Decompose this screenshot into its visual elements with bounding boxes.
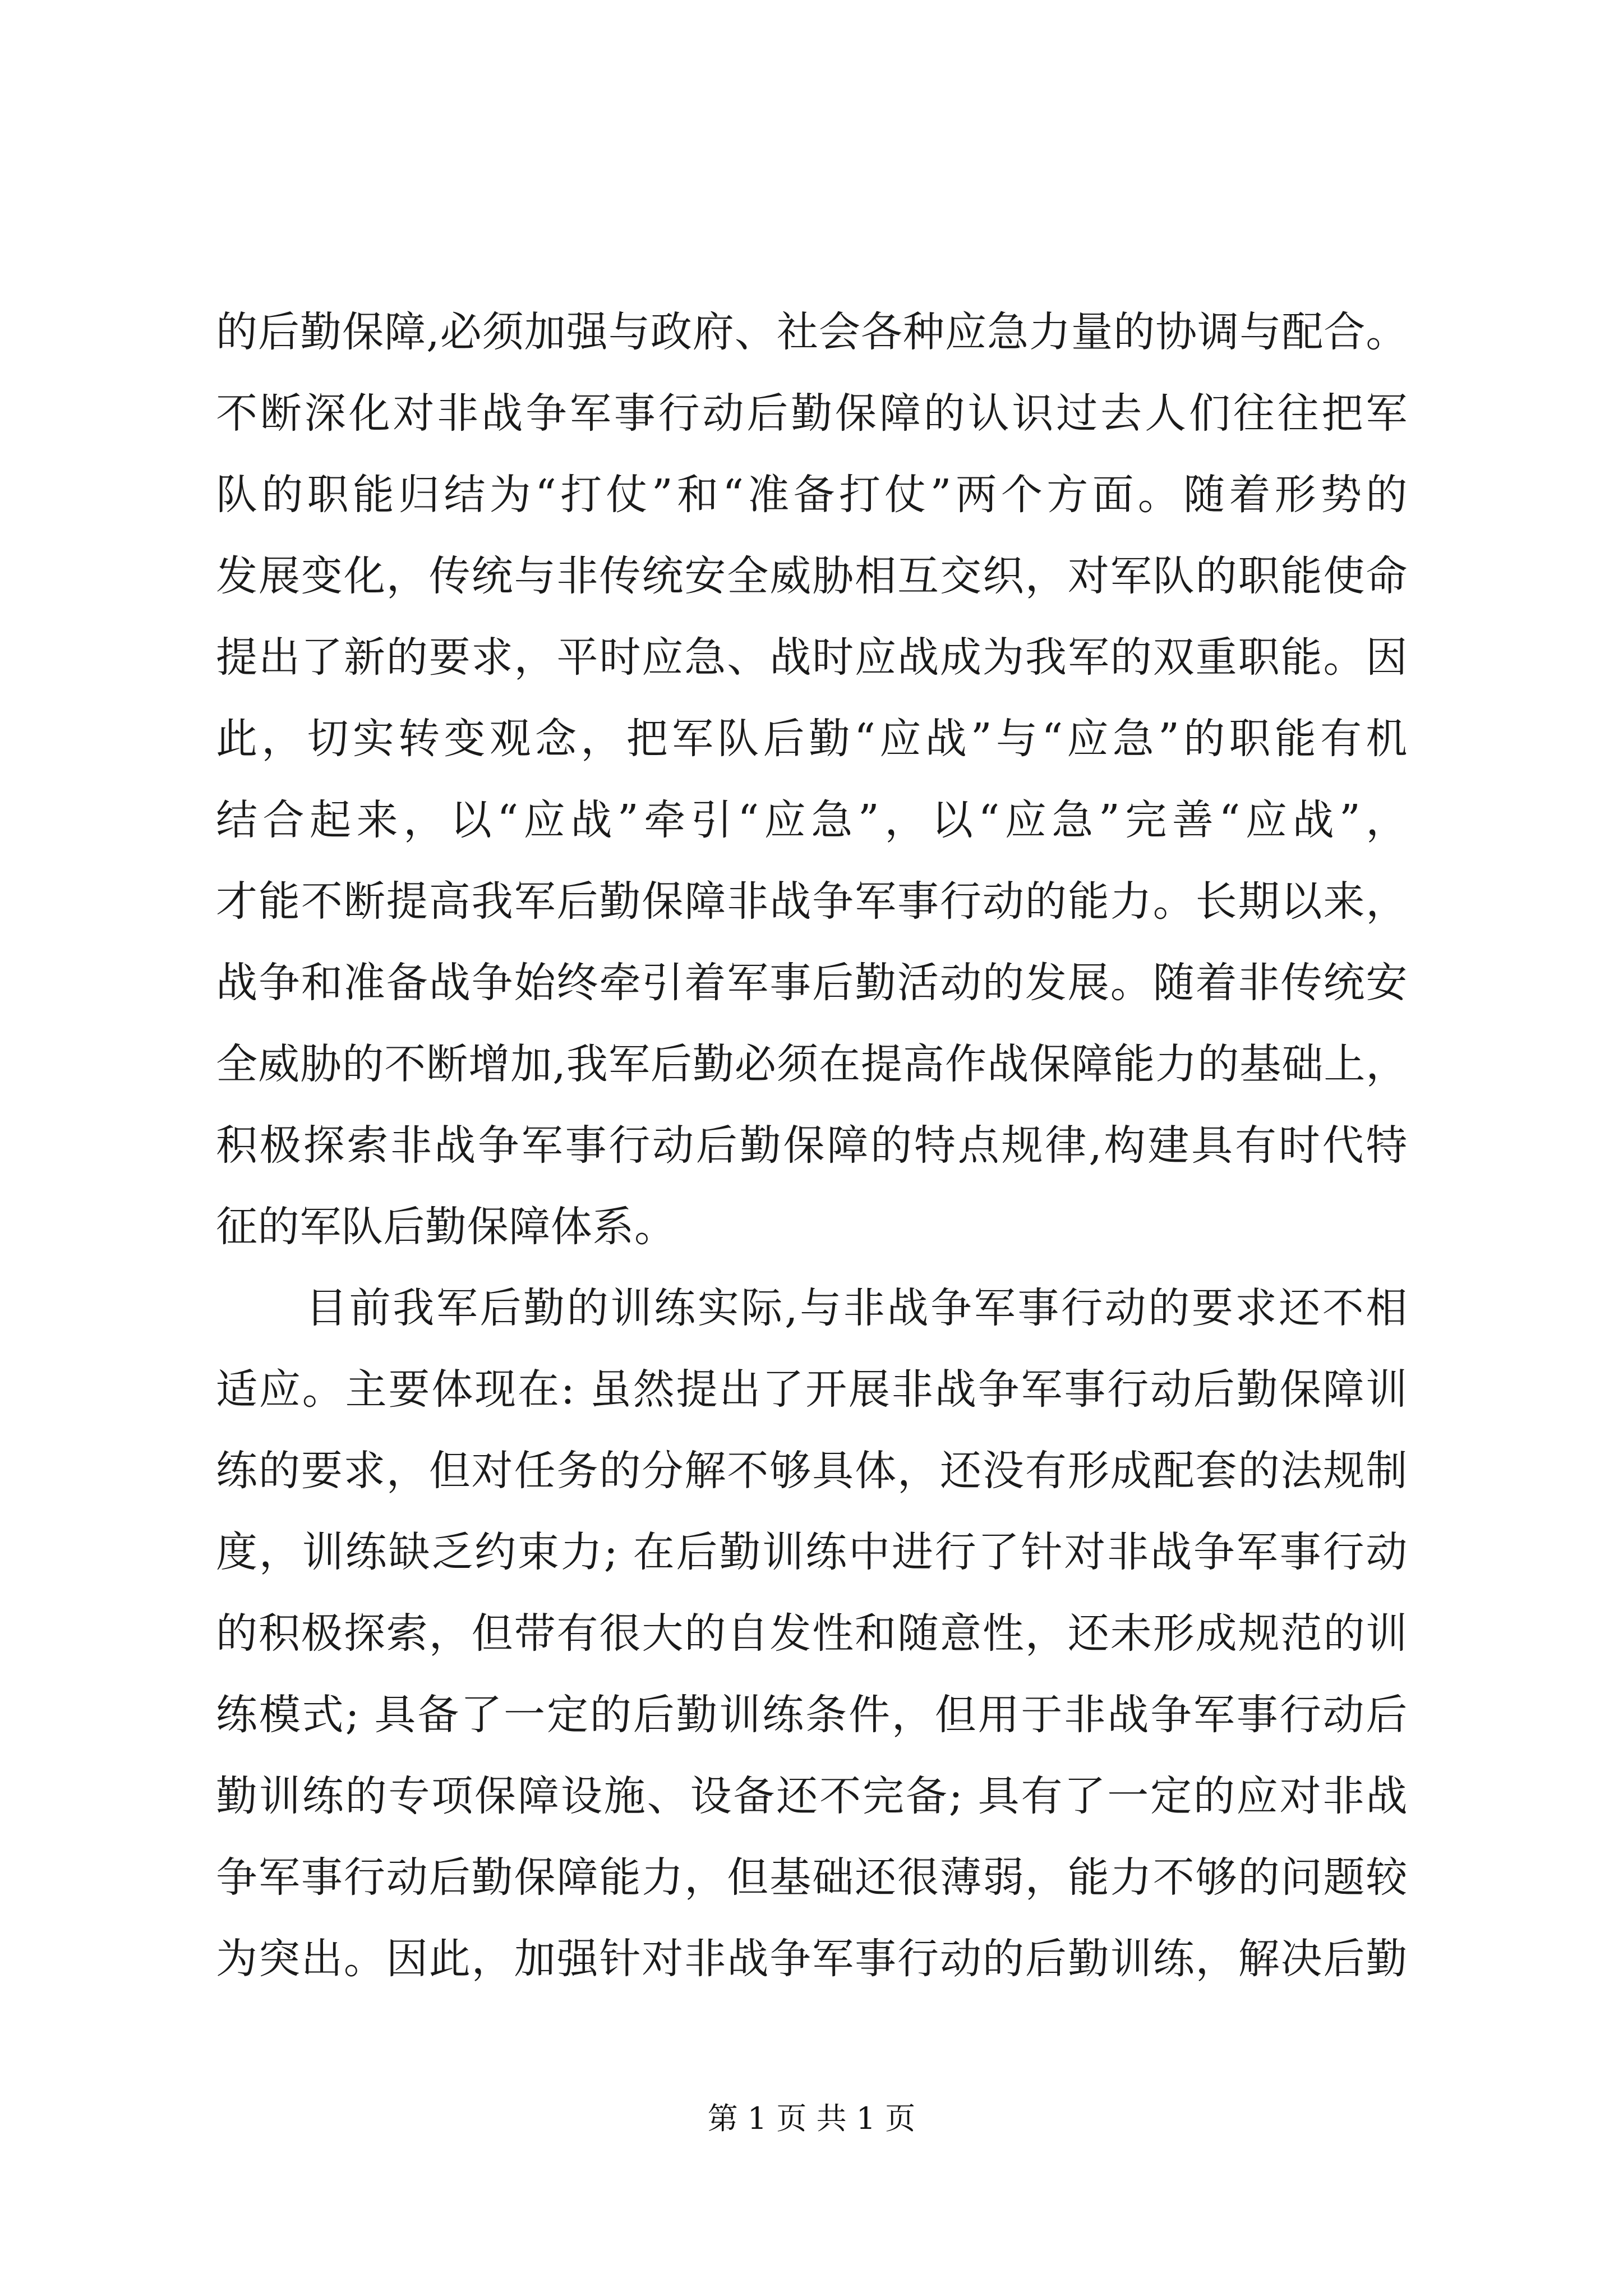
text-line: 度，训练缺乏约束力; 在后勤训练中进行了针对非战争军事行动 <box>216 1528 1408 1576</box>
text-line: 争军事行动后勤保障能力，但基础还很薄弱，能力不够的问题较 <box>216 1853 1408 1902</box>
text-line: 队的职能归结为“打仗”和“准备打仗”两个方面。随着形势的 <box>216 471 1408 519</box>
text-line: 适应。主要体现在: 虽然提出了开展非战争军事行动后勤保障训 <box>216 1365 1408 1414</box>
text-line: 战争和准备战争始终牵引着军事后勤活动的发展。随着非传统安 <box>216 959 1408 1007</box>
text-line: 目前我军后勤的训练实际,与非战争军事行动的要求还不相 <box>306 1284 1408 1332</box>
text-line: 的后勤保障,必须加强与政府、社会各种应急力量的协调与配合。 <box>216 308 1408 356</box>
text-line: 发展变化，传统与非传统安全威胁相互交织，对军队的职能使命 <box>216 552 1408 600</box>
text-line: 练的要求，但对任务的分解不够具体，还没有形成配套的法规制 <box>216 1447 1408 1495</box>
page-footer: 第 1 页 共 1 页 <box>707 2101 916 2136</box>
text-line: 结合起来，以“应战”牵引“应急”，以“应急”完善“应战”， <box>216 796 1408 844</box>
text-line: 征的军队后勤保障体系。 <box>216 1203 676 1251</box>
text-line: 勤训练的专项保障设施、设备还不完备; 具有了一定的应对非战 <box>216 1772 1408 1820</box>
text-line: 全威胁的不断增加,我军后勤必须在提高作战保障能力的基础上， <box>216 1040 1408 1088</box>
text-line: 积极探索非战争军事行动后勤保障的特点规律,构建具有时代特 <box>216 1121 1408 1170</box>
text-line: 为突出。因此，加强针对非战争军事行动的后勤训练，解决后勤 <box>216 1935 1408 1983</box>
body-text <box>216 292 1408 2000</box>
text-line: 不断深化对非战争军事行动后勤保障的认识过去人们往往把军 <box>216 389 1408 438</box>
text-line: 才能不断提高我军后勤保障非战争军事行动的能力。长期以来， <box>216 877 1408 926</box>
text-line: 提出了新的要求，平时应急、战时应战成为我军的双重职能。因 <box>216 633 1408 682</box>
text-line: 此，切实转变观念，把军队后勤“应战”与“应急”的职能有机 <box>216 715 1408 763</box>
text-line: 练模式; 具备了一定的后勤训练条件，但用于非战争军事行动后 <box>216 1691 1408 1739</box>
text-line: 的积极探索，但带有很大的自发性和随意性，还未形成规范的训 <box>216 1609 1408 1658</box>
